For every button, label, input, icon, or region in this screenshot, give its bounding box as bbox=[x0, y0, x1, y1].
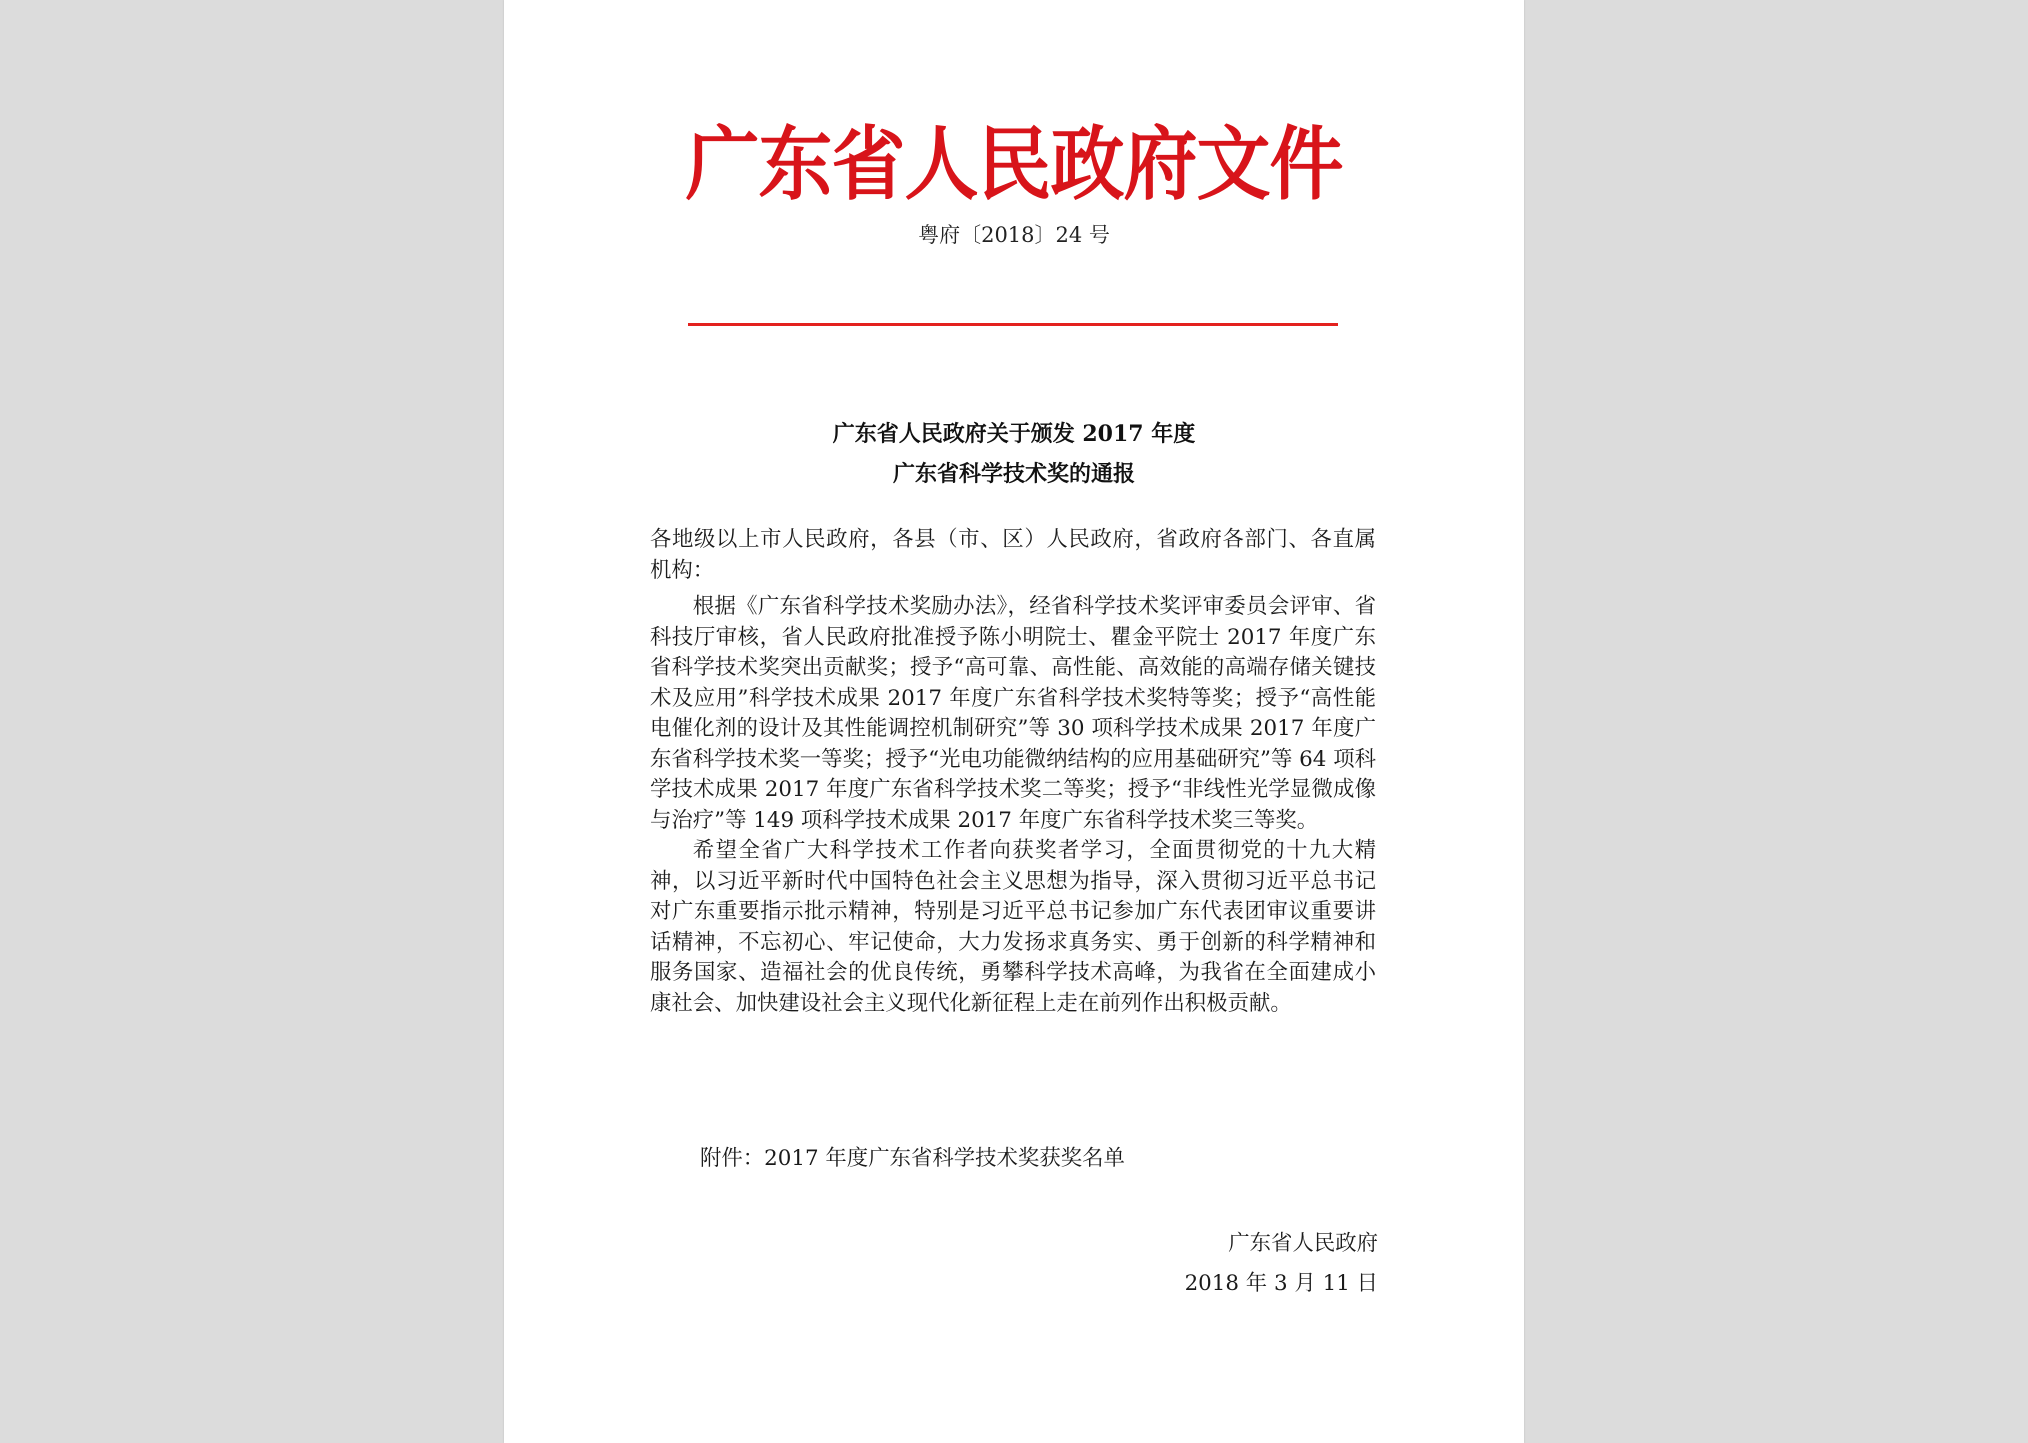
document-page bbox=[504, 0, 1524, 1443]
signature-organization: 广东省人民政府 bbox=[1228, 1231, 1378, 1256]
document-masthead: 广东省人民政府文件 bbox=[685, 118, 1343, 212]
title-line-1: 广东省人民政府关于颁发 2017 年度 bbox=[832, 421, 1196, 447]
body-paragraph-2: 希望全省广大科学技术工作者向获奖者学习，全面贯彻党的十九大精神，以习近平新时代中国特色社会主义思想为指导，深入贯彻习近平总书记对广东重要指示批示精神，特别是习近平总书记参加广东代表团审议重要讲话精神，不忘初心、牢记使命，大力发扬求真务实、勇于创新的科学精神和服务国家、造福社会的优良传统，勇攀科学技术高峰，为我省在全面建成小康社会、加快建设社会主义现代化新征程上走在前列作出积极贡献。 bbox=[650, 838, 1376, 1016]
attachment-note: 附件：2017 年度广东省科学技术奖获奖名单 bbox=[700, 1146, 1125, 1171]
signature-date: 2018 年 3 月 11 日 bbox=[1184, 1271, 1378, 1296]
red-separator-line bbox=[688, 323, 1338, 326]
document-number: 粤府〔2018〕24 号 bbox=[918, 223, 1110, 247]
title-line-2: 广东省科学技术奖的通报 bbox=[892, 461, 1135, 487]
salutation: 各地级以上市人民政府，各县（市、区）人民政府，省政府各部门、各直属机构： bbox=[650, 527, 1376, 583]
signature-block bbox=[1185, 1224, 1378, 1304]
document-title bbox=[504, 414, 1524, 494]
body-paragraph-1: 根据《广东省科学技术奖励办法》，经省科学技术奖评审委员会评审、省科技厅审核，省人民政府批准授予陈小明院士、瞿金平院士 2017 年度广东省科学技术奖突出贡献奖；授予“高可靠、高性能、高效能的高端存储关键技术及应用”科学技术成果 2017 年度广东省科学技术奖特等奖；授予“高性能电催化剂的设计及其性能调控机制研究”等 30 项科学技术成果 2017 年度广东省科学技术奖一等奖；授予“光电功能微纳结构的应用基础研究”等 64 项科学技术成果 2017 年度广东省科学技术奖二等奖；授予“非线性光学显微成像与治疗”等 149 项科学技术成果 2017 年度广东省科学技术奖三等奖。 bbox=[650, 594, 1376, 833]
document-body bbox=[650, 525, 1376, 1019]
